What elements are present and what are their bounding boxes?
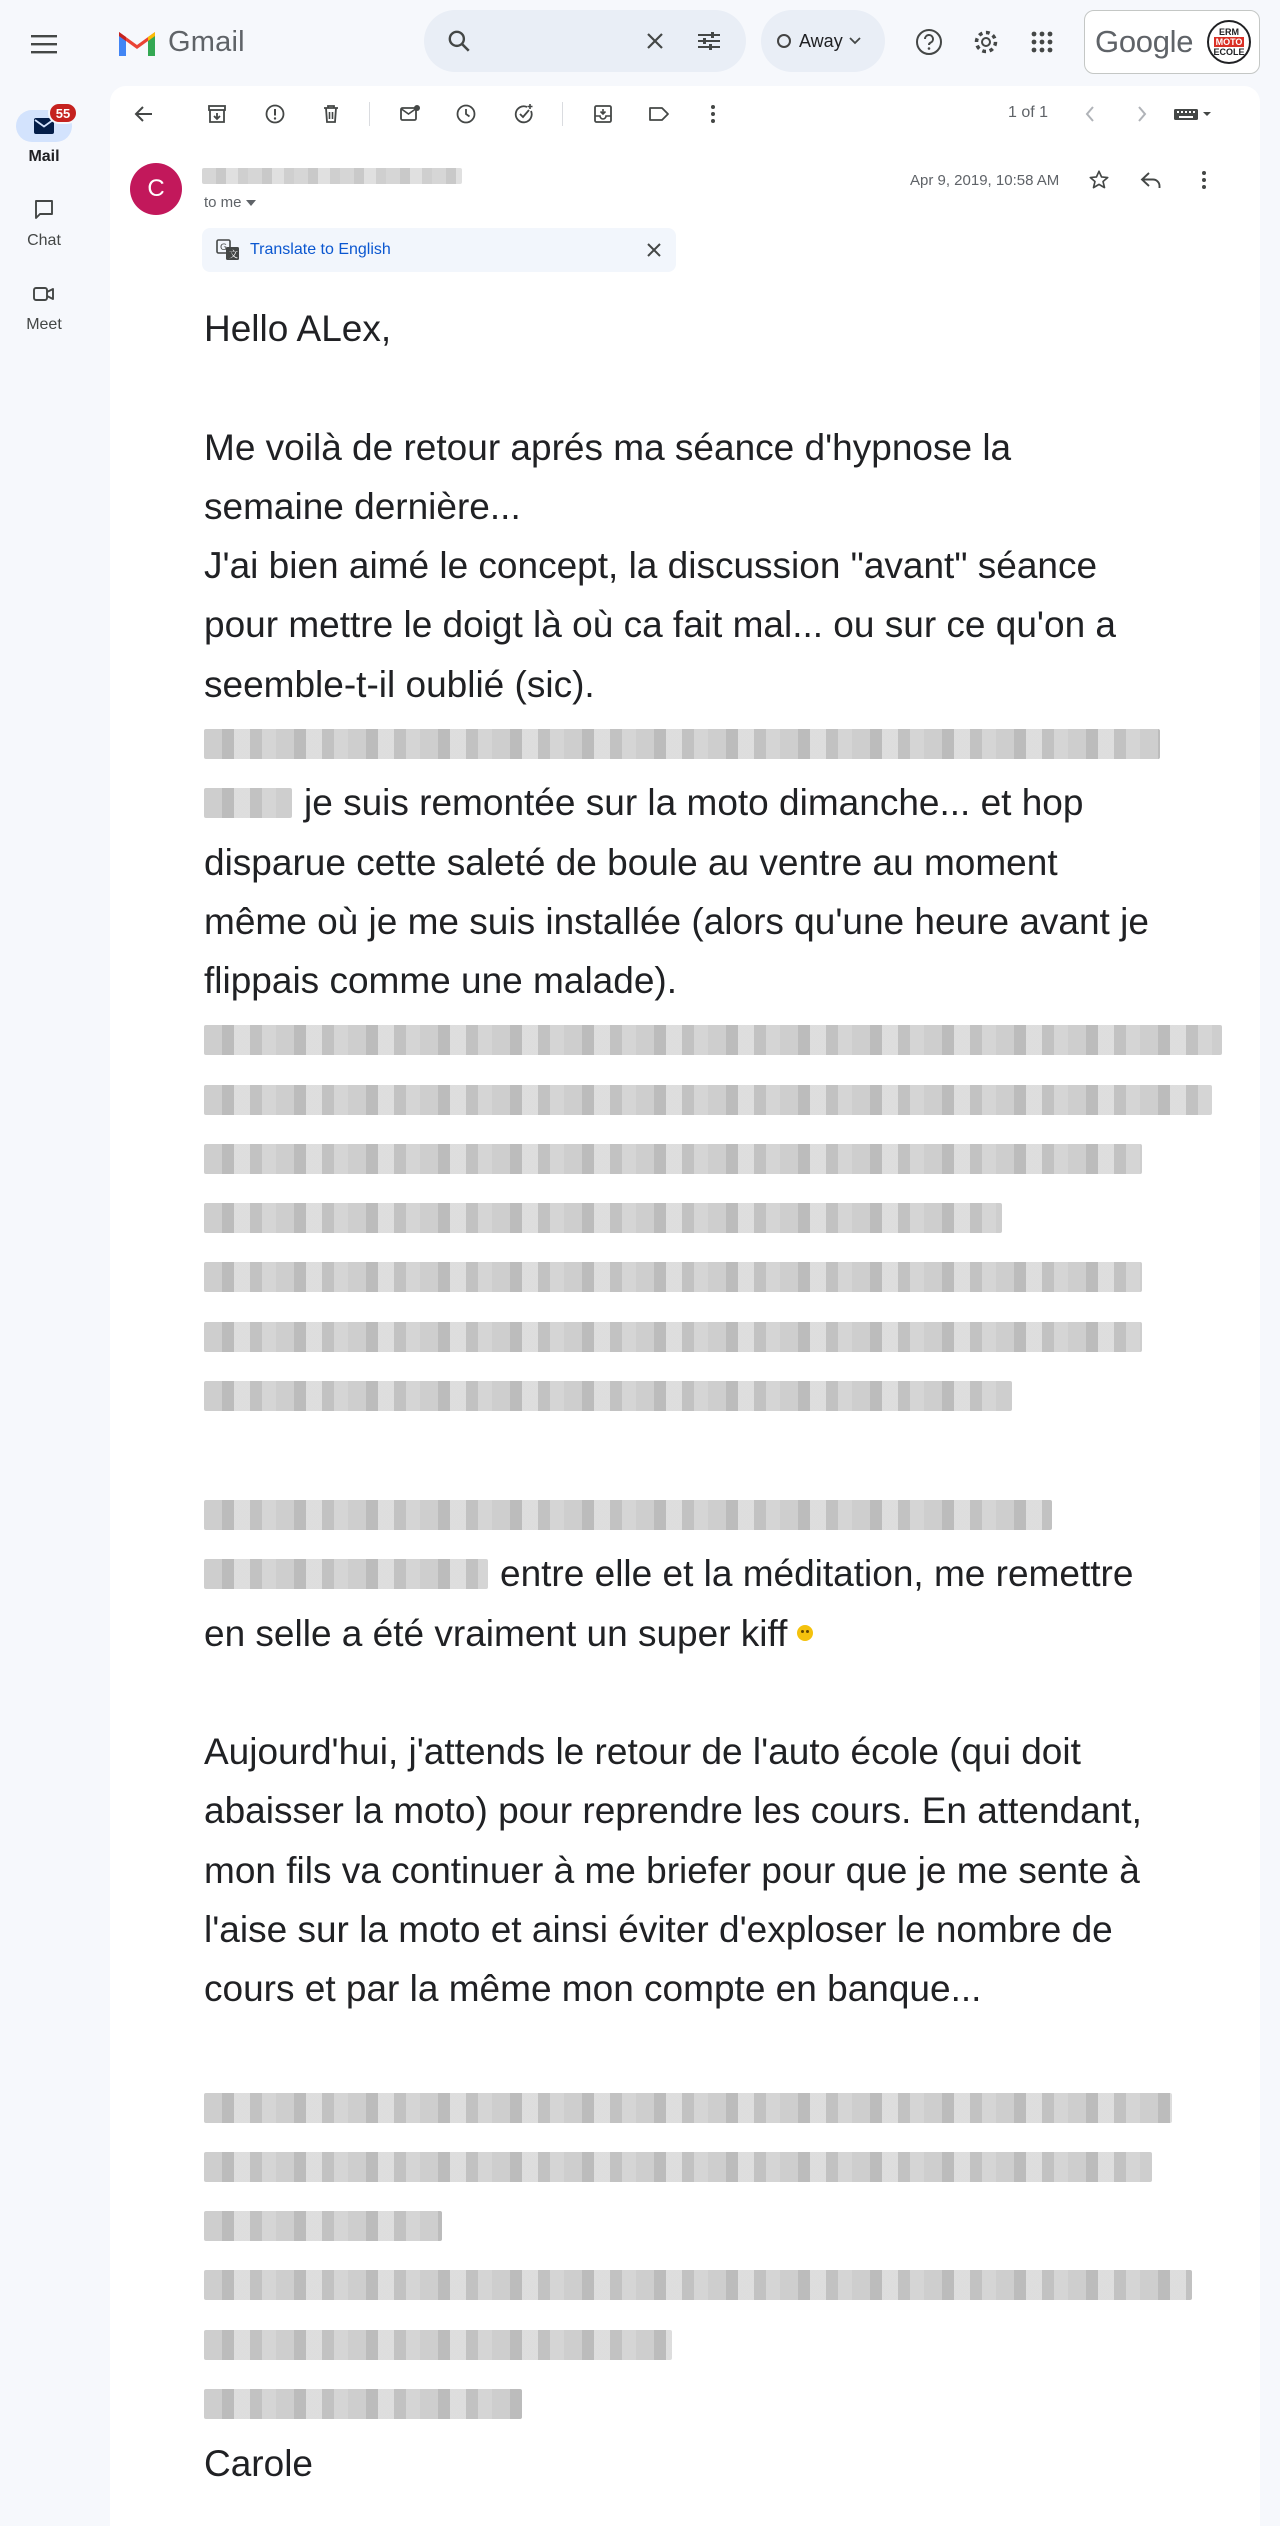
caret-down-icon	[246, 200, 256, 206]
svg-text:G: G	[220, 243, 227, 253]
redacted-line	[204, 1129, 1234, 1188]
gmail-m-icon	[116, 26, 158, 58]
status-label: Away	[799, 30, 843, 51]
body-line: flippais comme une malade).	[204, 960, 677, 1002]
body-line: disparue cette saleté de boule au ventre au moment	[204, 841, 1058, 883]
snooze-button[interactable]	[447, 95, 485, 133]
body-line: je suis remontée sur la moto dimanche... et hop	[204, 773, 1234, 832]
redacted-line	[204, 1485, 1234, 1544]
help-button[interactable]	[907, 20, 951, 64]
message-toolbar	[110, 86, 1260, 142]
clock-icon	[455, 103, 477, 125]
back-button[interactable]	[125, 95, 163, 133]
redacted-line	[204, 1307, 1234, 1366]
redacted-line	[204, 1070, 1234, 1129]
apps-button[interactable]	[1020, 20, 1064, 64]
add-task-icon	[513, 103, 535, 125]
toolbar-divider	[562, 102, 563, 126]
label-icon	[647, 103, 671, 125]
rail-label-chat: Chat	[27, 232, 61, 249]
away-status-icon	[777, 34, 791, 48]
archive-button[interactable]	[198, 95, 236, 133]
close-icon	[647, 243, 661, 257]
top-bar	[0, 0, 1280, 86]
gear-icon	[972, 28, 1000, 56]
more-actions-button[interactable]	[694, 95, 732, 133]
signature-line: Carole	[204, 2442, 313, 2484]
body-line: seemble-t-il oublié (sic).	[204, 663, 595, 705]
archive-icon	[206, 103, 228, 125]
star-icon	[1088, 169, 1110, 191]
body-line: semaine dernière...	[204, 485, 521, 527]
redacted-line	[204, 2137, 1234, 2196]
reply-button[interactable]	[1131, 160, 1171, 200]
sender-avatar[interactable]: C	[130, 163, 182, 215]
search-options-icon[interactable]	[690, 22, 728, 60]
recipient-label: to me	[204, 194, 242, 211]
rail-label-meet: Meet	[26, 316, 62, 333]
translate-banner	[202, 228, 676, 272]
rail-item-meet[interactable]	[0, 278, 88, 334]
account-button[interactable]	[1084, 10, 1260, 74]
redacted-line	[204, 2374, 1234, 2433]
rail-item-mail[interactable]	[0, 105, 88, 166]
translate-icon	[216, 238, 240, 262]
close-translate-button[interactable]	[642, 238, 666, 262]
sender-name-redacted	[202, 168, 462, 184]
redacted-line	[204, 1188, 1234, 1247]
google-brand-text: Google	[1095, 24, 1194, 59]
chevron-down-icon	[849, 37, 861, 45]
toolbar-divider	[369, 102, 370, 126]
recipient-details[interactable]	[204, 194, 256, 211]
redacted-line	[204, 2256, 1234, 2315]
reply-icon	[1140, 170, 1162, 190]
body-line: cours et par la même mon compte en banque...	[204, 1968, 982, 2010]
search-icon[interactable]	[440, 22, 478, 60]
redacted-line	[204, 2315, 1234, 2374]
body-line: pour mettre le doigt là où ca fait mal... ou sur ce qu'on a	[204, 604, 1117, 646]
redacted-line	[204, 714, 1234, 773]
rail-label-mail: Mail	[28, 148, 60, 165]
report-spam-button[interactable]	[256, 95, 294, 133]
trash-icon	[320, 103, 342, 125]
labels-button[interactable]	[640, 95, 678, 133]
redacted-line	[204, 1011, 1234, 1070]
newer-button[interactable]	[1071, 95, 1109, 133]
body-line: Me voilà de retour aprés ma séance d'hypnose la	[204, 426, 1012, 468]
gmail-logo[interactable]	[116, 22, 245, 62]
svg-text:文: 文	[229, 250, 239, 261]
unread-count-badge: 55	[48, 102, 78, 124]
hamburger-icon	[31, 34, 57, 54]
message-panel	[110, 86, 1260, 2526]
body-line: Aujourd'hui, j'attends le retour de l'auto école (qui doit	[204, 1731, 1081, 1773]
body-line: en selle a été vraiment un super kiff	[204, 1604, 1234, 1663]
account-avatar: ERM MOTO ECOLE	[1207, 20, 1251, 64]
more-vert-icon	[710, 104, 716, 124]
chat-icon	[33, 199, 55, 221]
body-line: l'aise sur la moto et ainsi éviter d'exploser le nombre de	[204, 1909, 1113, 1951]
redacted-line	[204, 1366, 1234, 1425]
keyboard-icon	[1173, 106, 1213, 122]
body-line: abaisser la moto) pour reprendre les cours. En attendant,	[204, 1790, 1142, 1832]
chevron-left-icon	[1084, 105, 1096, 123]
translate-link[interactable]: Translate to English	[250, 241, 391, 258]
report-icon	[264, 103, 286, 125]
mark-unread-icon	[399, 103, 421, 125]
older-button[interactable]	[1123, 95, 1161, 133]
message-body	[204, 299, 1234, 2493]
clear-search-icon[interactable]	[636, 22, 674, 60]
rail-item-chat[interactable]	[0, 194, 88, 250]
message-date: Apr 9, 2019, 10:58 AM	[910, 172, 1060, 189]
search-input[interactable]	[494, 20, 648, 62]
redacted-line	[204, 2197, 1234, 2256]
move-to-inbox-icon	[592, 103, 614, 125]
more-vert-icon	[1201, 170, 1207, 190]
pagination-text: 1 of 1	[1008, 104, 1049, 121]
redacted-line	[204, 2078, 1234, 2137]
body-line: même où je me suis installée (alors qu'une heure avant je	[204, 900, 1149, 942]
delete-button[interactable]	[312, 95, 350, 133]
input-tools-button[interactable]	[1166, 95, 1220, 133]
mark-unread-button[interactable]	[391, 95, 429, 133]
apps-grid-icon	[1030, 30, 1054, 54]
app-name: Gmail	[168, 25, 245, 58]
message-more-button[interactable]	[1184, 160, 1224, 200]
redacted-line	[204, 1248, 1234, 1307]
search-bar[interactable]	[424, 10, 746, 72]
main-menu-button[interactable]	[22, 22, 66, 66]
chevron-right-icon	[1136, 105, 1148, 123]
body-line: J'ai bien aimé le concept, la discussion "avant" séance	[204, 545, 1098, 587]
add-to-tasks-button[interactable]	[505, 95, 543, 133]
help-icon	[915, 28, 943, 56]
body-line: entre elle et la méditation, me remettre	[204, 1544, 1234, 1603]
body-line: mon fils va continuer à me briefer pour que je me sente à	[204, 1849, 1140, 1891]
star-button[interactable]	[1079, 160, 1119, 200]
settings-button[interactable]	[964, 20, 1008, 64]
status-selector[interactable]	[761, 10, 885, 72]
body-line: Hello ALex,	[204, 308, 392, 349]
winking-face-emoji-icon	[797, 1625, 813, 1641]
move-to-button[interactable]	[584, 95, 622, 133]
video-camera-icon	[32, 285, 56, 303]
arrow-back-icon	[133, 103, 155, 125]
